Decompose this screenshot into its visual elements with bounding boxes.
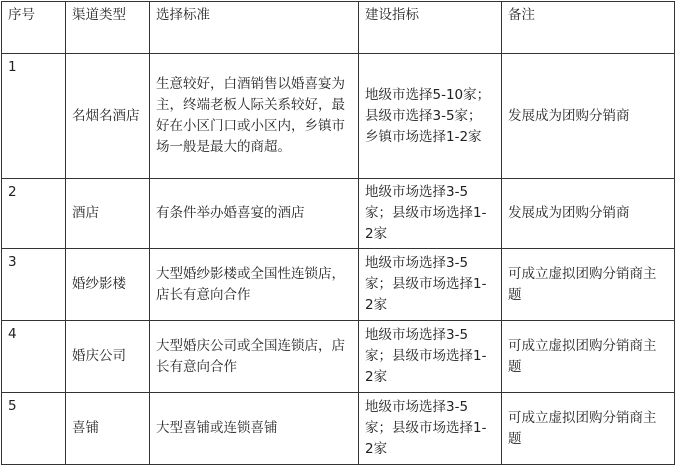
- row-number: 3: [2, 249, 66, 321]
- note: 可成立虚拟团购分销商主题: [502, 249, 675, 321]
- row-number: 1: [2, 54, 66, 179]
- construction-target: 地级市场选择3-5家；县级市场选择1-2家: [359, 249, 502, 321]
- header-note: 备注: [502, 2, 675, 54]
- channel-type: 喜铺: [66, 393, 150, 465]
- channel-table: [1, 1, 675, 465]
- construction-target: 地级市场选择3-5家；县级市场选择1-2家: [359, 179, 502, 249]
- construction-target: 地级市场选择3-5家；县级市场选择1-2家: [359, 393, 502, 465]
- construction-target: 地级市场选择3-5家；县级市场选择1-2家: [359, 321, 502, 393]
- row-number: 4: [2, 321, 66, 393]
- channel-type: 婚纱影楼: [66, 249, 150, 321]
- note: 可成立虚拟团购分销商主题: [502, 321, 675, 393]
- row-number: 5: [2, 393, 66, 465]
- header-target: 建设指标: [359, 2, 502, 54]
- table-row: [2, 393, 675, 465]
- channel-type: 酒店: [66, 179, 150, 249]
- construction-target: 地级市选择5-10家；县级市选择3-5家；乡镇市场选择1-2家: [359, 54, 502, 179]
- table-row: [2, 249, 675, 321]
- header-no: 序号: [2, 2, 66, 54]
- table-row: [2, 321, 675, 393]
- selection-criteria: 大型婚纱影楼或全国性连锁店，店长有意向合作: [150, 249, 359, 321]
- note: 发展成为团购分销商: [502, 54, 675, 179]
- header-criteria: 选择标准: [150, 2, 359, 54]
- header-row: [2, 2, 675, 54]
- note: 发展成为团购分销商: [502, 179, 675, 249]
- selection-criteria: 大型喜铺或连锁喜铺: [150, 393, 359, 465]
- selection-criteria: 生意较好，白酒销售以婚喜宴为主，终端老板人际关系较好，最好在小区门口或小区内，乡镇市场一般是最大的商超。: [150, 54, 359, 179]
- row-number: 2: [2, 179, 66, 249]
- selection-criteria: 有条件举办婚喜宴的酒店: [150, 179, 359, 249]
- note: 可成立虚拟团购分销商主题: [502, 393, 675, 465]
- table-row: [2, 54, 675, 179]
- header-channel-type: 渠道类型: [66, 2, 150, 54]
- selection-criteria: 大型婚庆公司或全国连锁店，店长有意向合作: [150, 321, 359, 393]
- table-row: [2, 179, 675, 249]
- channel-type: 婚庆公司: [66, 321, 150, 393]
- channel-type: 名烟名酒店: [66, 54, 150, 179]
